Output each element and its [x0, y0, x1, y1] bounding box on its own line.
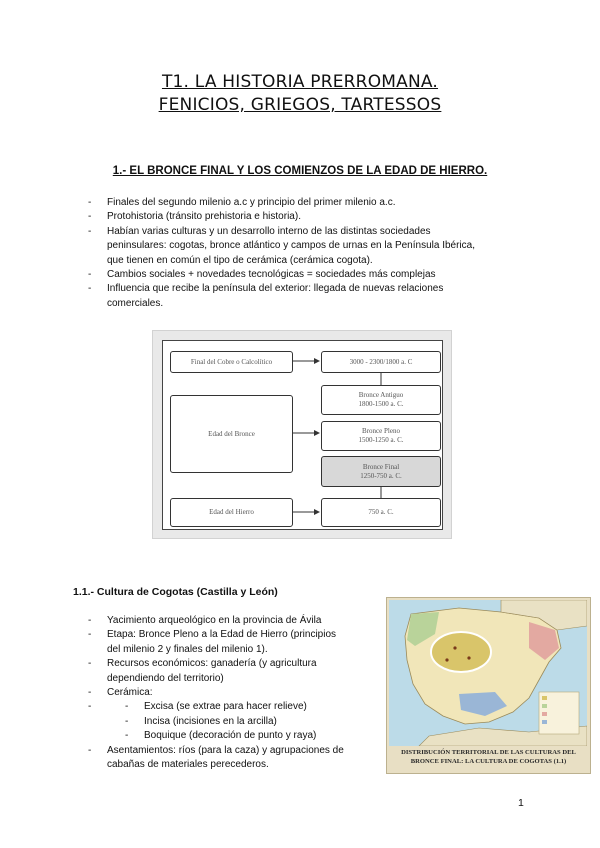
list-item-line: Habían varias culturas y un desarrollo interno de las distintas sociedades: [107, 225, 431, 237]
list-item: [107, 225, 547, 268]
section-1-heading: 1.- EL BRONCE FINAL Y LOS COMIENZOS DE LA EDAD DE HIERRO.: [112, 165, 488, 177]
box-dates: 1250-750 a. C.: [360, 471, 402, 480]
box-hierro: [170, 498, 293, 527]
list-item-line: Influencia que recibe la península del exterior: llegada de nuevas relaciones: [107, 283, 444, 295]
list-item-line: Etapa: Bronce Pleno a la Edad de Hierro (principios: [107, 629, 337, 641]
map-caption-line: BRONCE FINAL: LA CULTURA DE COGOTAS (1.1): [410, 758, 567, 765]
box-label: Edad del Hierro: [209, 508, 254, 516]
list-item-line: del milenio 2 y finales del milenio 1).: [107, 643, 268, 655]
box-dates: 1800-1500 a. C.: [358, 400, 404, 408]
list-item: - Cerámica:: [107, 686, 379, 700]
map-drawing: [389, 600, 587, 746]
list-item: - Cambios sociales + novedades tecnológicas = sociedades más complejas: [107, 268, 547, 282]
site-marker: [445, 658, 448, 661]
box-label: Bronce Pleno: [362, 427, 400, 435]
list-item: [107, 700, 379, 743]
ceramica-sublist: [144, 700, 379, 743]
chronology-diagram-frame: [162, 340, 443, 530]
chronology-diagram: [152, 330, 452, 539]
box-calcolitico: [170, 351, 293, 373]
list-item-line: Asentamientos: ríos (para la caza) y agrupaciones de: [107, 744, 344, 756]
box-label: Bronce Antiguo: [358, 391, 404, 399]
box-bronce-antiguo: [321, 385, 441, 415]
page-title-line-1: T1. LA HISTORIA PRERROMANA.: [161, 72, 439, 92]
list-item-line: dependiendo del territorio): [107, 672, 224, 684]
box-hierro-dates: [321, 498, 441, 527]
box-dates: 1500-1250 a. C.: [358, 436, 404, 444]
list-item: [107, 744, 379, 773]
box-label: 3000 - 2300/1800 a. C: [349, 357, 413, 366]
box-label: Edad del Bronce: [208, 429, 255, 438]
box-label: Bronce Final: [362, 462, 400, 471]
page-number: 1: [518, 797, 524, 809]
sublist-item: - Boquique (decoración de punto y raya): [144, 729, 379, 743]
site-marker: [453, 646, 456, 649]
map-caption: [387, 748, 590, 766]
list-item: - Yacimiento arqueológico en la provincia de Ávila: [107, 614, 379, 628]
site-marker: [467, 656, 470, 659]
list-item: [107, 657, 379, 686]
list-item-line: peninsulares: cogotas, bronce atlántico y campos de urnas en la Península Ibérica,: [107, 240, 475, 252]
section-1-1-bullet-list: [107, 614, 379, 772]
iberian-peninsula-map: [389, 600, 587, 746]
list-item: [107, 282, 547, 311]
box-label: 750 a. C.: [368, 508, 394, 516]
cogotas-culture-area: [431, 632, 491, 672]
box-bronce-pleno: [321, 421, 441, 451]
box-bronce: [170, 395, 293, 473]
sublist-item: - Incisa (incisiones en la arcilla): [144, 715, 379, 729]
cogotas-map-figure: [386, 597, 591, 774]
box-calcolitico-dates: [321, 351, 441, 373]
sublist-item: - - Excisa (se extrae para hacer relieve): [144, 700, 379, 714]
section-1-bullet-list: [107, 196, 547, 311]
list-item-line: cabañas de materiales perecederos.: [107, 759, 269, 771]
list-item: - Finales del segundo milenio a.c y principio del primer milenio a.c.: [107, 196, 547, 210]
page-title-line-2: FENICIOS, GRIEGOS, TARTESSOS: [158, 95, 442, 115]
list-item-line: comerciales.: [107, 297, 164, 309]
list-item-line: que tienen en común el tipo de cerámica (cerámica cogota).: [107, 254, 373, 266]
box-bronce-final: [321, 456, 441, 487]
section-1-1-heading: 1.1.- Cultura de Cogotas (Castilla y León): [73, 586, 278, 598]
box-label: Final del Cobre o Calcolítico: [190, 357, 273, 366]
list-item: - Protohistoria (tránsito prehistoria e historia).: [107, 210, 547, 224]
list-item: [107, 628, 379, 657]
map-caption-line: DISTRIBUCIÓN TERRITORIAL DE LAS CULTURAS DEL: [401, 749, 576, 756]
list-item-line: Recursos económicos: ganadería (y agricultura: [107, 658, 317, 670]
